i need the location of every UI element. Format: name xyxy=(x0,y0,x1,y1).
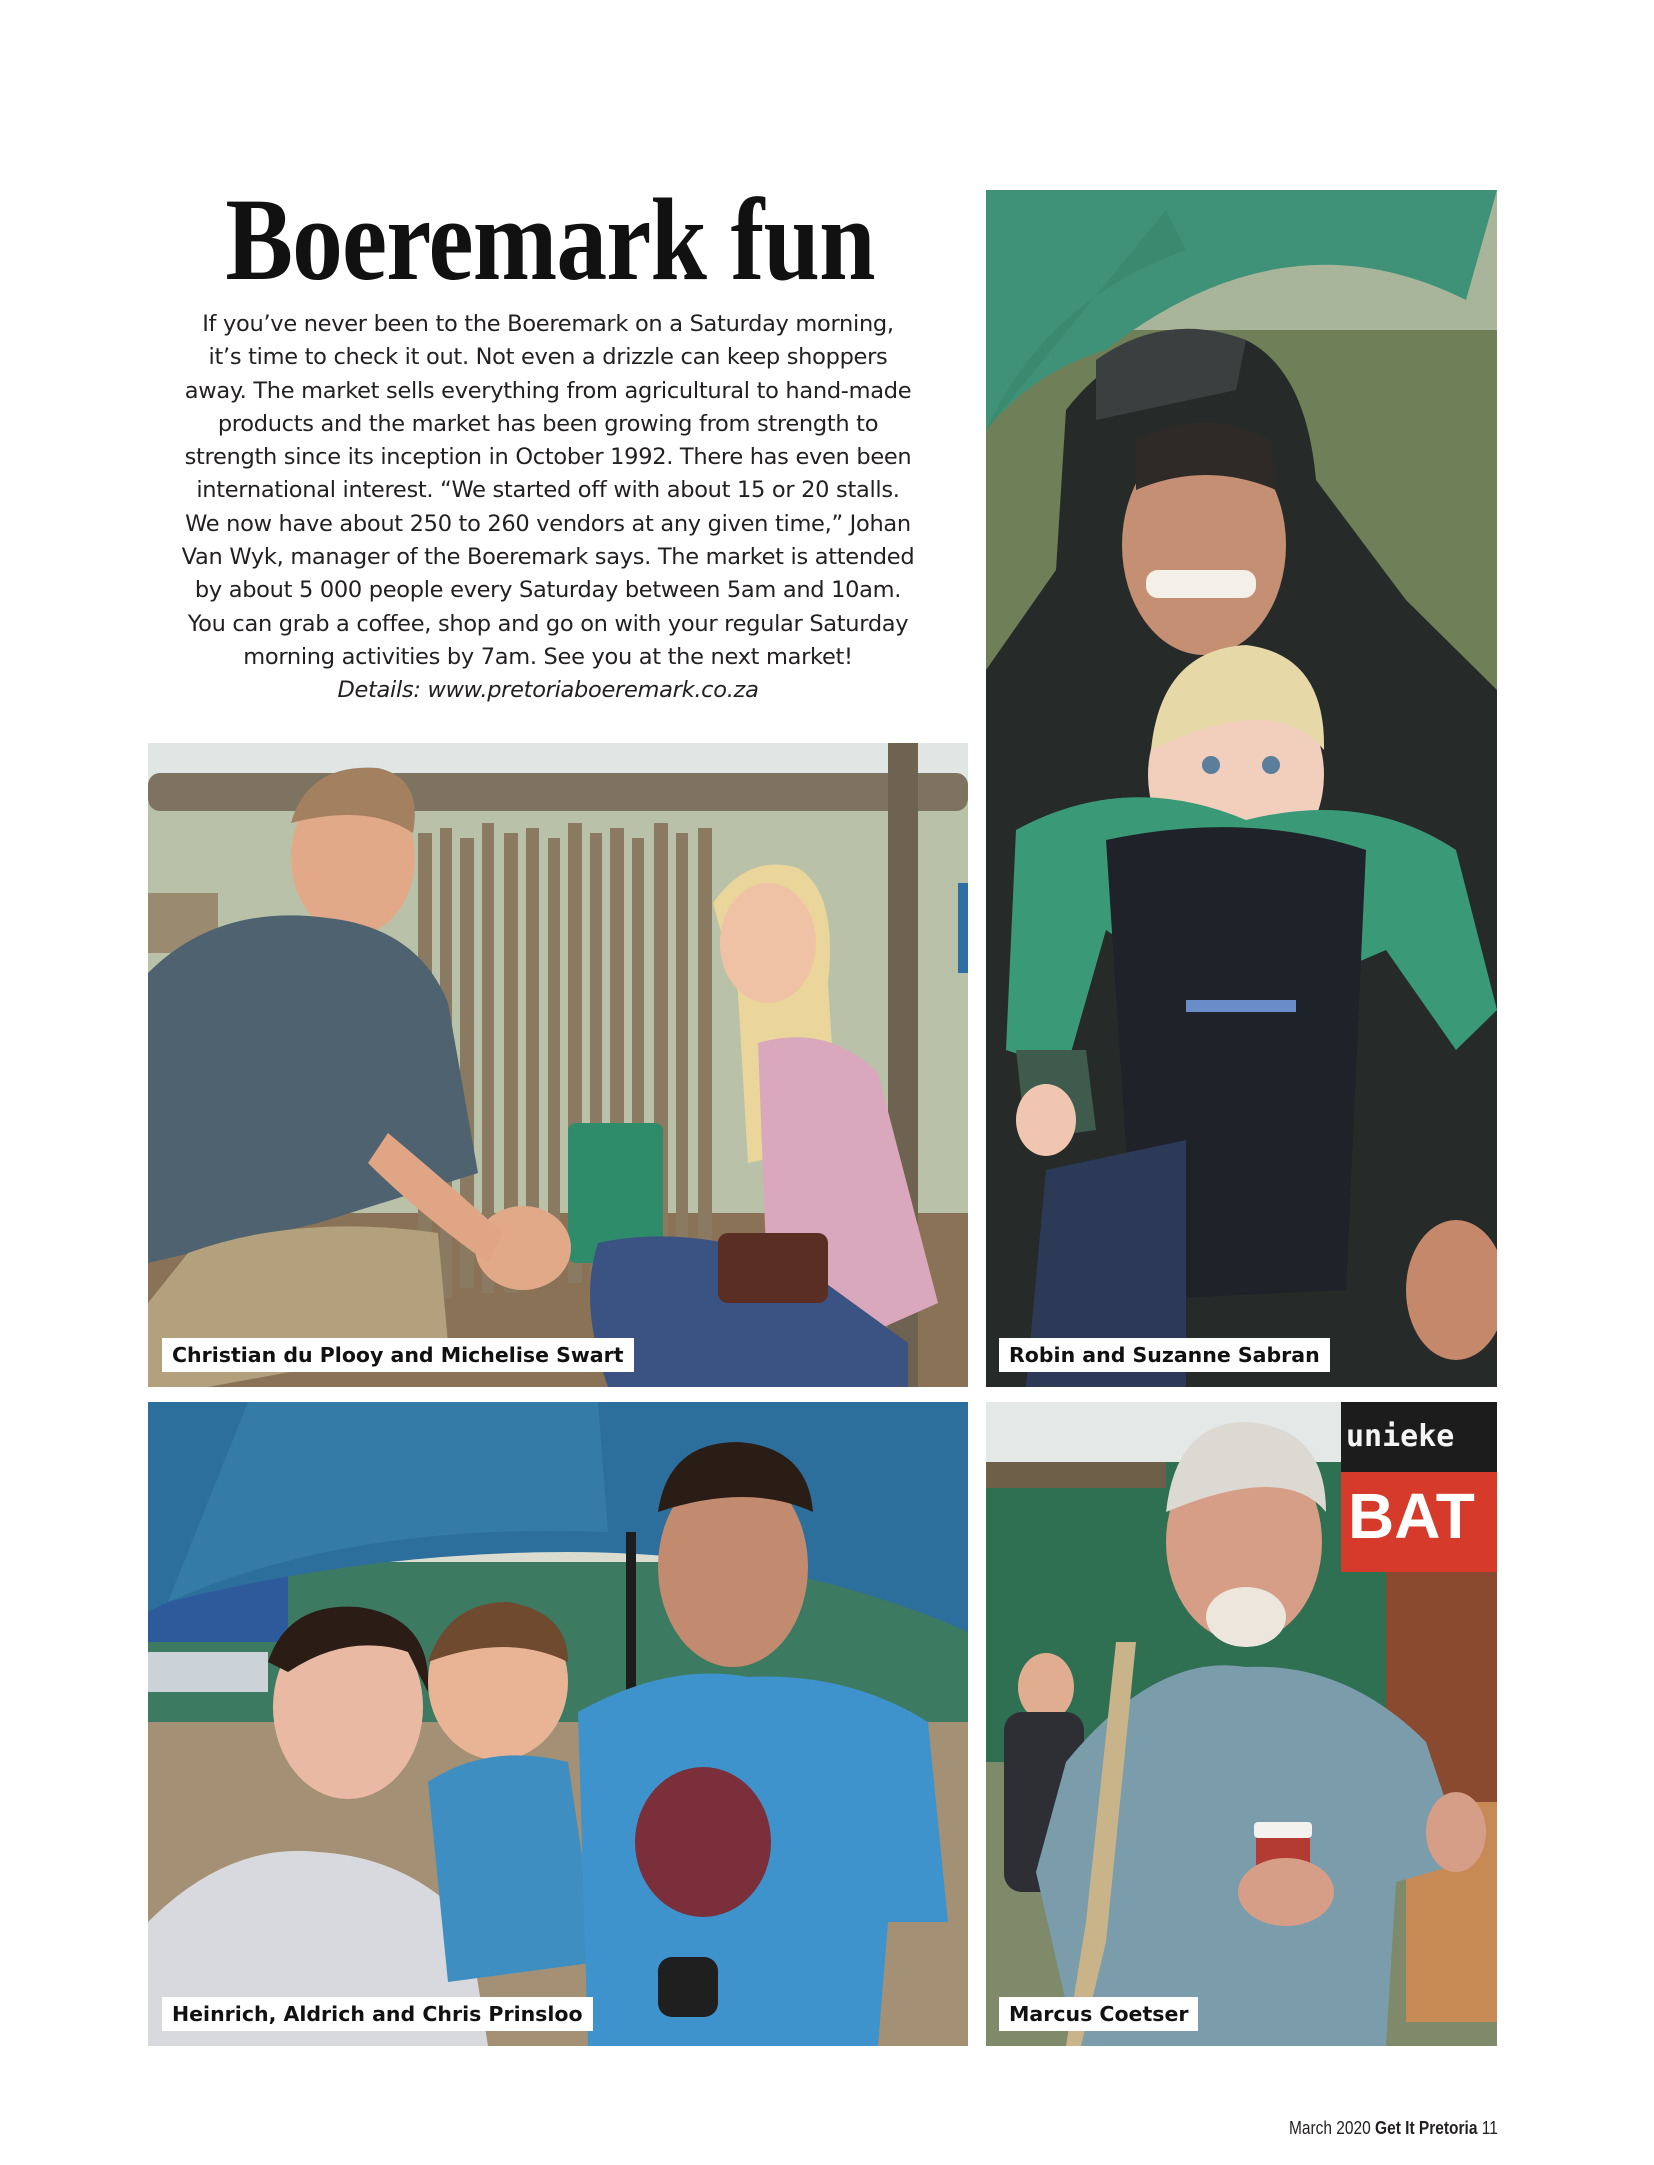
photo-family-umbrella-image xyxy=(148,1402,968,2046)
intro-line: it’s time to check it out. Not even a drizzle can keep shoppers xyxy=(208,344,888,371)
photo-caption: Marcus Coetser xyxy=(999,1997,1198,2031)
article-intro xyxy=(148,308,948,708)
intro-line: Van Wyk, manager of the Boeremark says. The market is attended xyxy=(181,544,915,571)
photo-couple-fence xyxy=(148,743,968,1387)
photo-couple-fence-image xyxy=(148,743,968,1387)
article-title: Boeremark fun xyxy=(225,174,875,305)
intro-line: away. The market sells everything from agricultural to hand-made xyxy=(184,377,912,404)
photo-family-blue-umbrella xyxy=(148,1402,968,2046)
intro-line: We now have about 250 to 260 vendors at any given time,” Johan xyxy=(185,510,911,537)
footer-date: March 2020 xyxy=(1289,2118,1371,2138)
intro-line: strength since its inception in October 1992. There has even been xyxy=(184,444,912,471)
photo-caption: Christian du Plooy and Michelise Swart xyxy=(162,1338,634,1372)
details-link[interactable]: Details: www.pretoriaboeremark.co.za xyxy=(337,677,759,704)
intro-line: international interest. “We started off with about 15 or 20 stalls. xyxy=(196,477,900,504)
photo-man-with-coffee xyxy=(986,1402,1497,2046)
stall-sign-bottom: BAT xyxy=(1348,1480,1475,1552)
intro-line: morning activities by 7am. See you at the next market! xyxy=(243,643,853,670)
intro-line: products and the market has been growing from strength to xyxy=(217,410,879,437)
page-number: 11 xyxy=(1481,2118,1498,2138)
intro-line: If you’ve never been to the Boeremark on a Saturday morning, xyxy=(202,311,894,337)
photo-father-baby-umbrella xyxy=(986,190,1497,1387)
photo-caption: Heinrich, Aldrich and Chris Prinsloo xyxy=(162,1997,593,2031)
page-footer xyxy=(1289,2118,1498,2139)
intro-line: by about 5 000 people every Saturday between 5am and 10am. xyxy=(194,577,902,604)
photo-father-baby-image xyxy=(986,190,1497,1387)
stall-sign-top: unieke xyxy=(1346,1419,1455,1454)
footer-publication: Get It Pretoria xyxy=(1375,2118,1478,2138)
intro-line: You can grab a coffee, shop and go on with your regular Saturday xyxy=(187,610,909,637)
photo-caption: Robin and Suzanne Sabran xyxy=(999,1338,1330,1372)
